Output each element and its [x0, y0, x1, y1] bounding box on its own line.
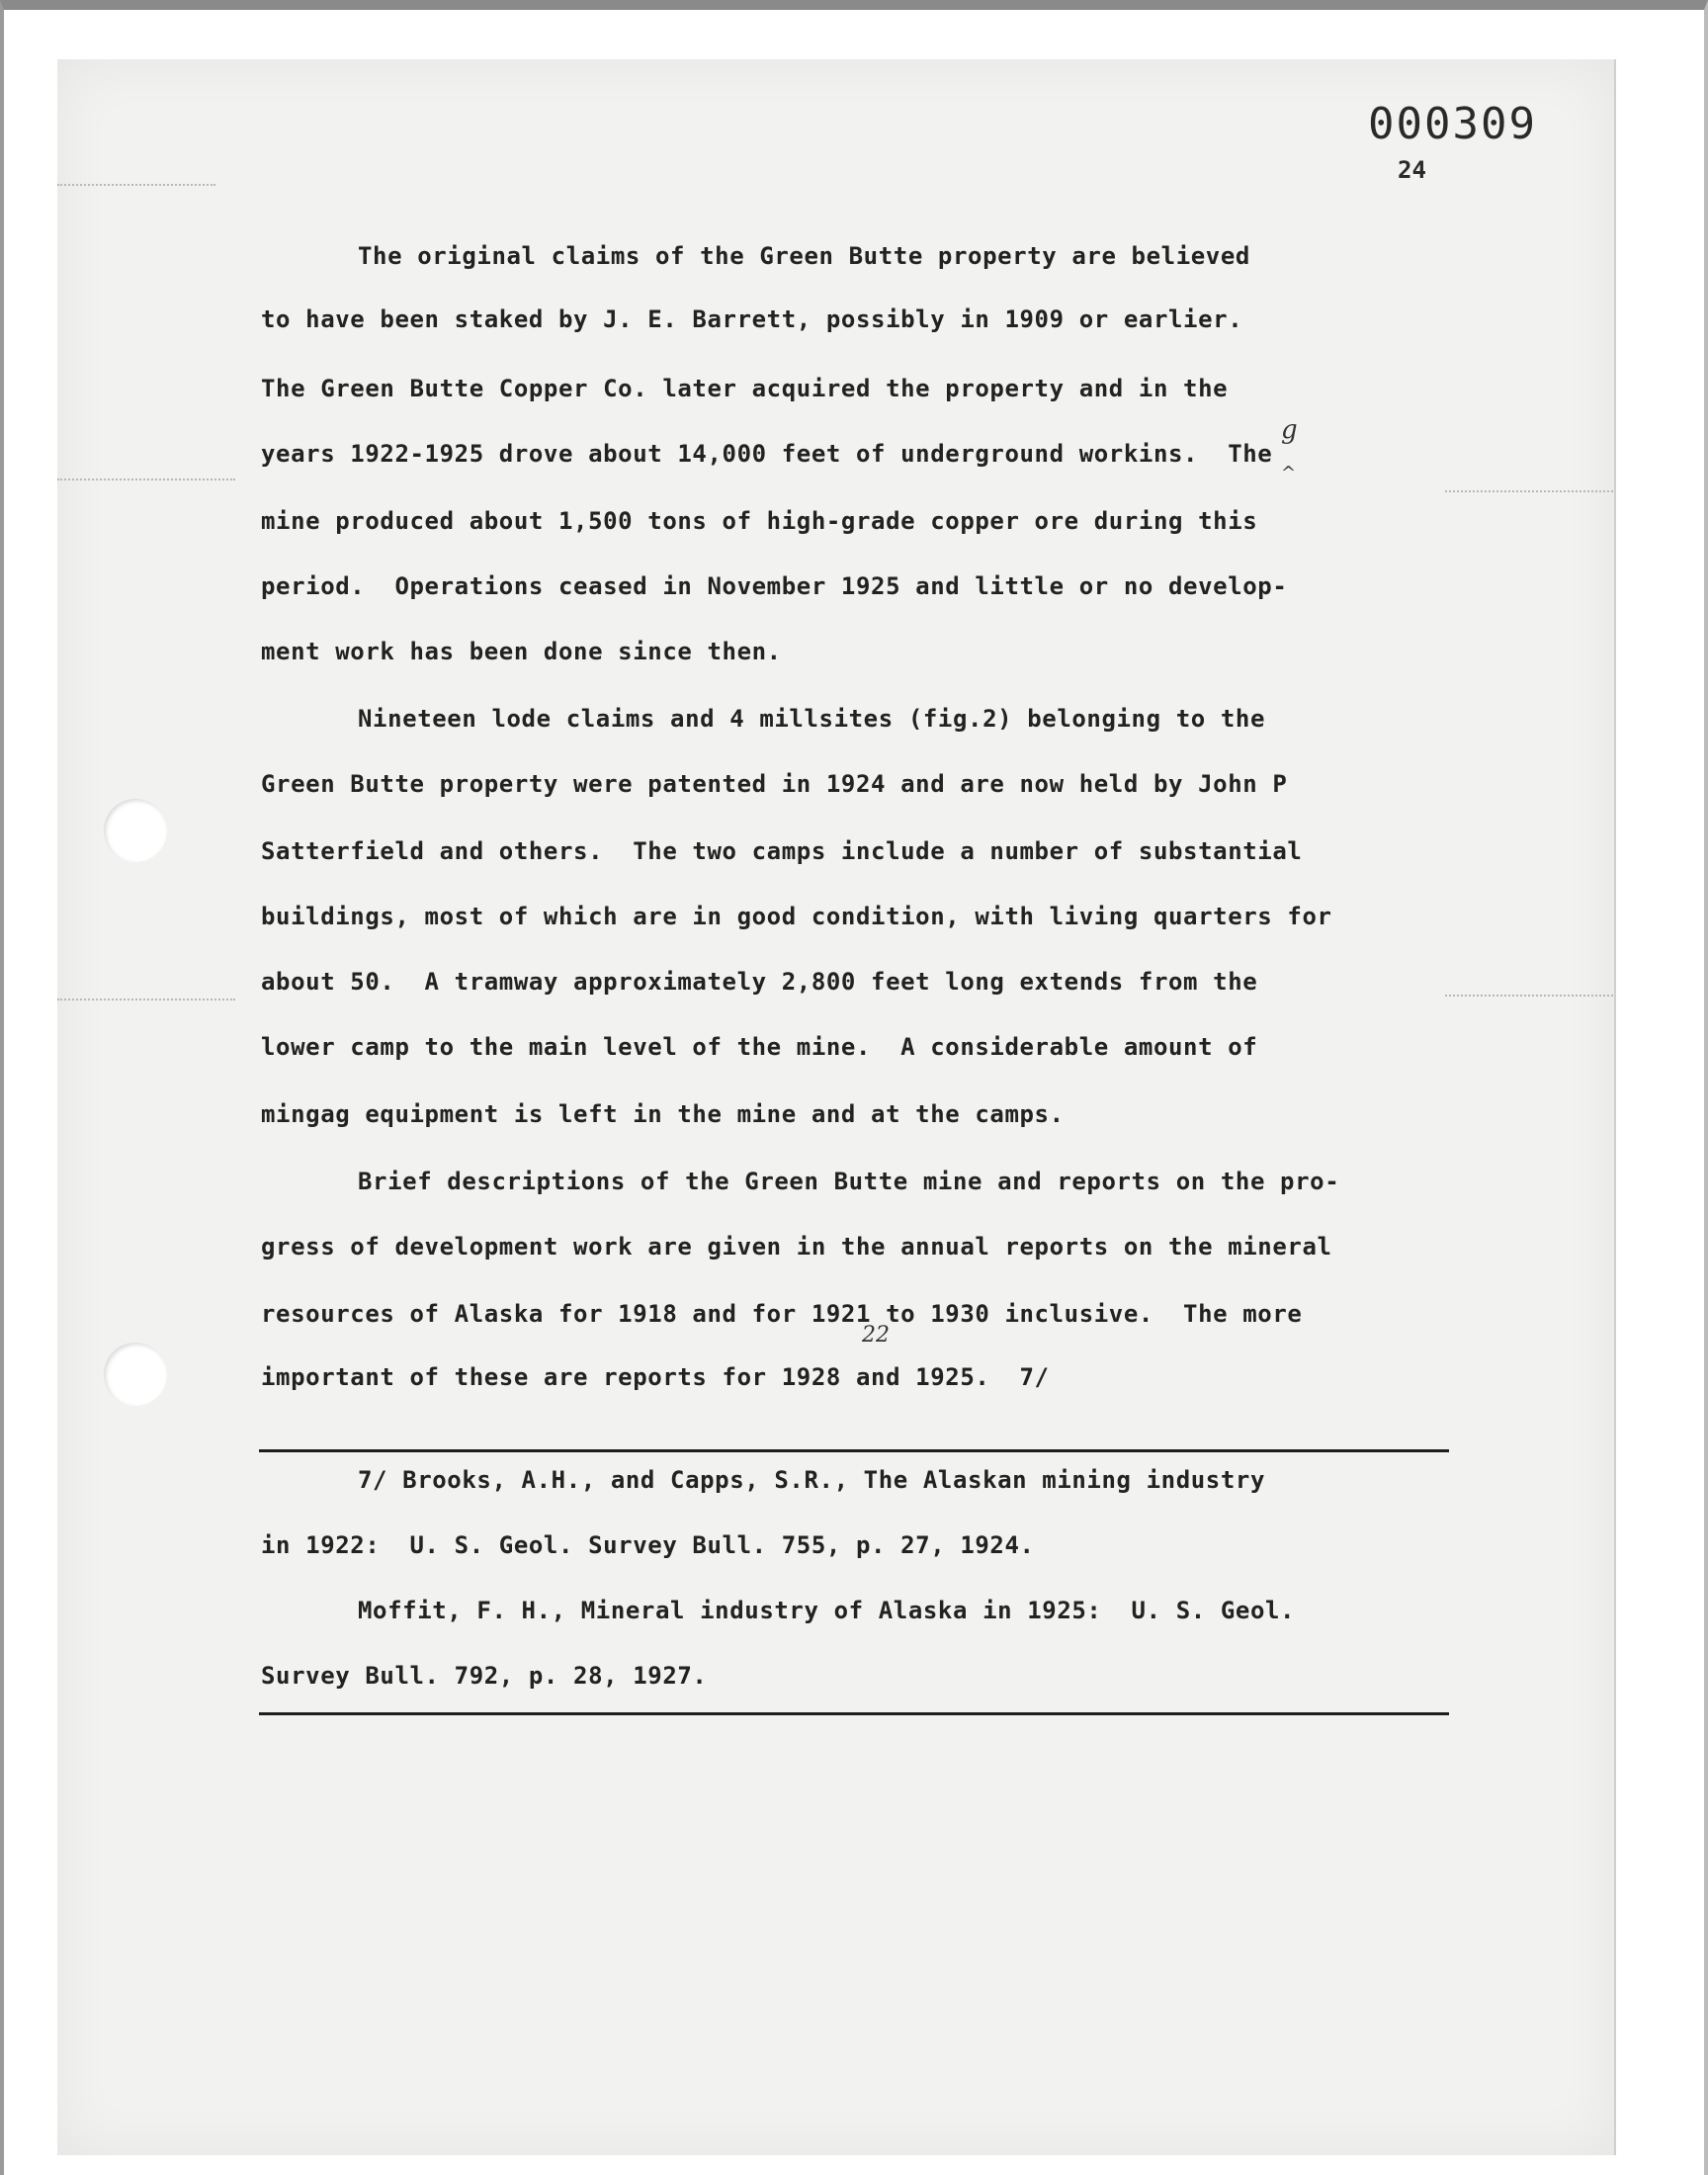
body-line: The Green Butte Copper Co. later acquired the property and in the	[261, 375, 1229, 402]
footnote-rule	[259, 1449, 1449, 1452]
bleed-through-mark	[1445, 995, 1613, 997]
body-line: Green Butte property were patented in 1924 and are now held by John P	[261, 770, 1288, 798]
body-line: mingag equipment is left in the mine and at the camps.	[261, 1100, 1065, 1128]
bleed-through-mark	[57, 184, 215, 186]
body-line: lower camp to the main level of the mine. A considerable amount of	[261, 1033, 1258, 1061]
page-number: 24	[1398, 156, 1426, 184]
body-line: gress of development work are given in the annual reports on the mineral	[261, 1233, 1332, 1261]
bleed-through-mark	[57, 478, 235, 480]
document-id: 000309	[1368, 99, 1537, 149]
body-line: ment work has been done since then.	[261, 638, 782, 665]
footnote-line: 7/ Brooks, A.H., and Capps, S.R., The Alaskan mining industry	[358, 1466, 1266, 1494]
footnote-line: Moffit, F. H., Mineral industry of Alaska in 1925: U. S. Geol.	[358, 1597, 1296, 1624]
punch-hole-upper	[104, 799, 167, 862]
body-line: Brief descriptions of the Green Butte mine and reports on the pro-	[358, 1168, 1340, 1195]
body-line: buildings, most of which are in good condition, with living quarters for	[261, 903, 1332, 930]
handwritten-correction: g	[1281, 415, 1298, 445]
caret-mark: ^	[1281, 463, 1297, 483]
bleed-through-mark	[1445, 490, 1613, 492]
closing-rule	[259, 1712, 1449, 1715]
body-line: resources of Alaska for 1918 and for 1921 to 1930 inclusive. The more	[261, 1300, 1303, 1328]
body-line: period. Operations ceased in November 1925 and little or no develop-	[261, 572, 1288, 600]
body-line: important of these are reports for 1928 and 1925. 7/	[261, 1363, 1050, 1391]
body-line: Nineteen lode claims and 4 millsites (fig.2) belonging to the	[358, 705, 1266, 733]
handwritten-correction: 22	[862, 1323, 890, 1348]
body-line: years 1922-1925 drove about 14,000 feet of underground workins. The	[261, 440, 1273, 468]
body-line: to have been staked by J. E. Barrett, possibly in 1909 or earlier.	[261, 305, 1243, 333]
body-line: Satterfield and others. The two camps include a number of substantial	[261, 837, 1303, 865]
footnote-line: in 1922: U. S. Geol. Survey Bull. 755, p. 27, 1924.	[261, 1531, 1035, 1559]
body-line: about 50. A tramway approximately 2,800 feet long extends from the	[261, 968, 1258, 996]
punch-hole-lower	[104, 1343, 167, 1406]
bleed-through-mark	[57, 999, 235, 1000]
body-line: The original claims of the Green Butte property are believed	[358, 242, 1250, 270]
body-line: mine produced about 1,500 tons of high-grade copper ore during this	[261, 507, 1258, 535]
footnote-line: Survey Bull. 792, p. 28, 1927.	[261, 1662, 708, 1690]
page-edge	[1614, 59, 1616, 2155]
